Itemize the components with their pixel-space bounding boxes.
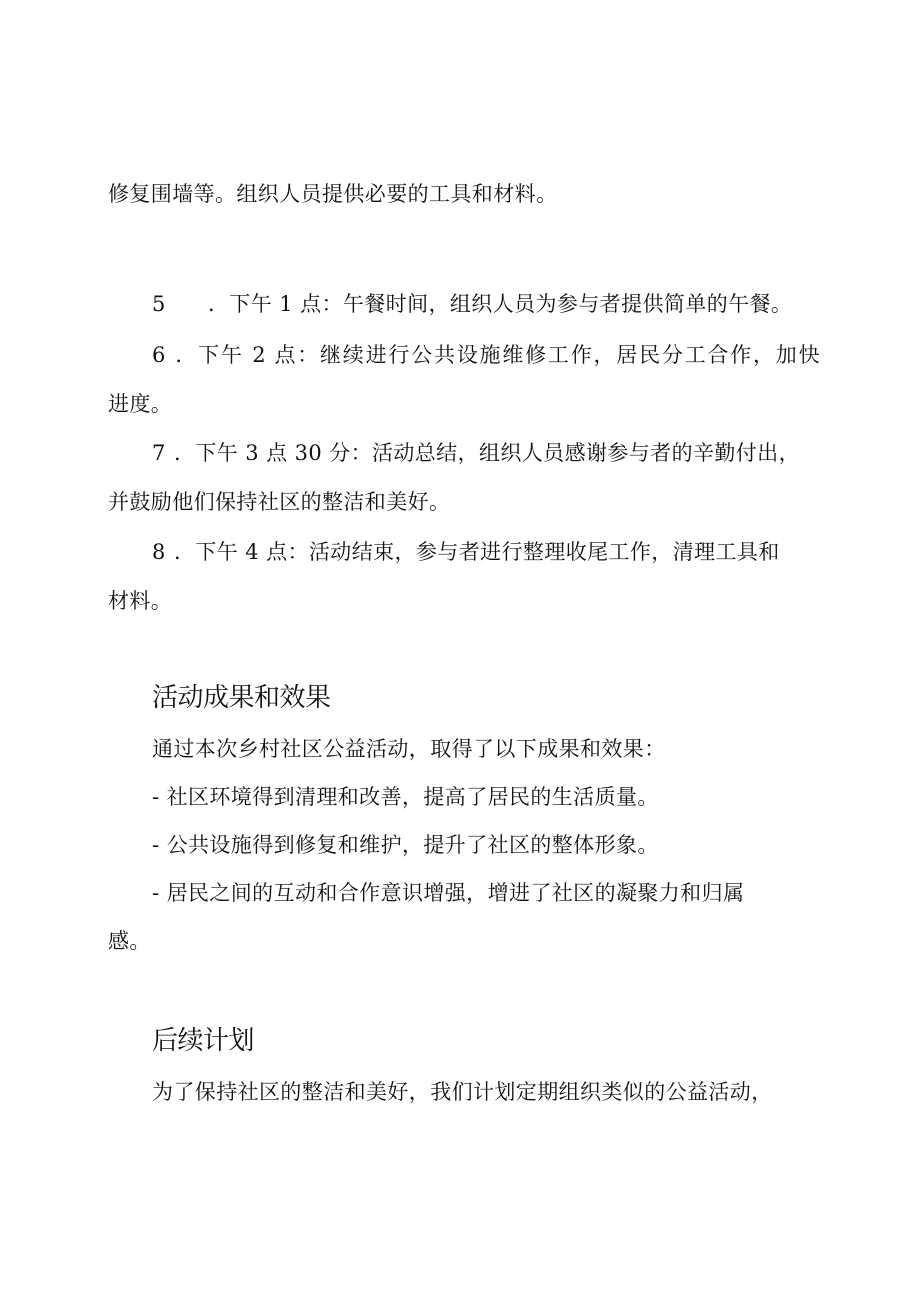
- schedule-text: ．下午 3 点 30 分：活动总结，组织人员感谢参与者的辛勤付出，: [174, 441, 800, 465]
- schedule-number: 6: [152, 343, 166, 367]
- results-bullet-1: - 社区环境得到清理和改善，提高了居民的生活质量。: [152, 785, 659, 809]
- schedule-item-6-continuation: 进度。: [108, 392, 173, 416]
- schedule-number: 8: [152, 540, 166, 564]
- schedule-item-5: [152, 289, 820, 319]
- section-heading-plan: 后续计划: [152, 1026, 255, 1056]
- results-bullet-2: - 公共设施得到修复和维护，提升了社区的整体形象。: [152, 833, 659, 857]
- schedule-number: 5: [152, 292, 166, 316]
- schedule-text: ．下午 4 点：活动结束，参与者进行整理收尾工作，清理工具和: [174, 540, 780, 564]
- schedule-item-8: [152, 537, 820, 567]
- results-intro: 通过本次乡村社区公益活动，取得了以下成果和效果：: [152, 737, 666, 761]
- schedule-number: 7: [152, 441, 166, 465]
- schedule-item-7-continuation: 并鼓励他们保持社区的整洁和美好。: [108, 490, 451, 514]
- results-bullet-3-continuation: 感。: [108, 929, 151, 953]
- results-bullet-3: - 居民之间的互动和合作意识增强，增进了社区的凝聚力和归属: [152, 881, 745, 905]
- schedule-item-6: [152, 340, 820, 370]
- schedule-text: ．下午 1 点：午餐时间，组织人员为参与者提供简单的午餐。: [208, 292, 793, 316]
- plan-paragraph: 为了保持社区的整洁和美好，我们计划定期组织类似的公益活动，: [152, 1080, 773, 1104]
- schedule-item-8-continuation: 材料。: [108, 589, 173, 613]
- paragraph-continuation: 修复围墙等。组织人员提供必要的工具和材料。: [108, 182, 558, 206]
- schedule-item-7: [152, 438, 820, 468]
- schedule-text: ．下午 2 点：继续进行公共设施维修工作，居民分工合作，加快: [174, 343, 820, 367]
- section-heading-results: 活动成果和效果: [152, 683, 331, 713]
